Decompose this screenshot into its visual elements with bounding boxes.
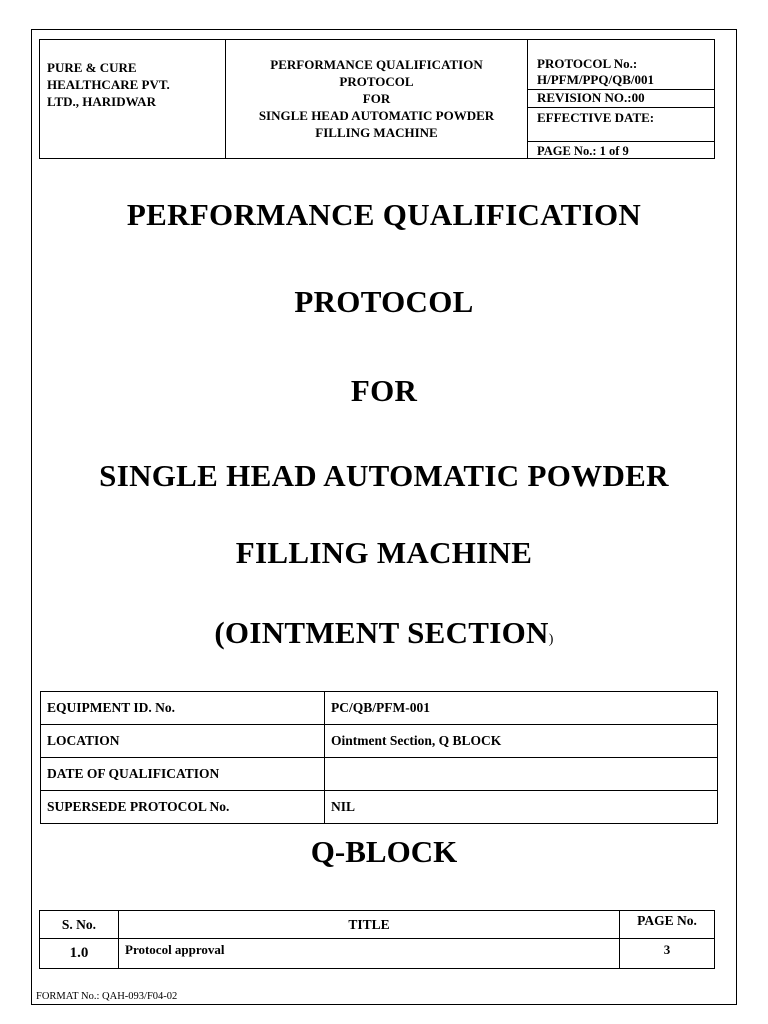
document-header — [39, 39, 715, 159]
table-row — [41, 692, 718, 725]
title-line: FILLING MACHINE — [235, 535, 533, 570]
column-header-title: TITLE — [119, 911, 620, 939]
format-number: FORMAT No.: QAH-093/F04-02 — [36, 991, 178, 1002]
title-line — [31, 615, 737, 658]
row-title: Protocol approval — [119, 939, 620, 969]
title-line: SINGLE HEAD AUTOMATIC POWDER — [99, 458, 669, 493]
header-title-line: SINGLE HEAD AUTOMATIC POWDER — [258, 108, 495, 123]
info-label: SUPERSEDE PROTOCOL No. — [41, 791, 325, 824]
protocol-label: PROTOCOL No.: — [537, 56, 638, 71]
header-title-line: PROTOCOL — [339, 74, 414, 89]
protocol-number — [528, 40, 714, 90]
column-header-sno: S. No. — [40, 911, 119, 939]
page-number: PAGE No.: 1 of 9 — [537, 144, 629, 158]
company-name — [40, 40, 226, 158]
header-title — [226, 40, 528, 158]
block-heading: Q-BLOCK — [310, 834, 458, 869]
title-section: (OINTMENT SECTION — [214, 615, 549, 650]
title-line: FOR — [350, 373, 418, 408]
column-header-page: PAGE No. — [620, 911, 715, 939]
title-close-paren: ) — [548, 632, 554, 647]
revision-number: REVISION NO.:00 — [528, 90, 714, 108]
header-title-line: PERFORMANCE QUALIFICATION — [270, 57, 483, 72]
company-line: PURE & CURE — [47, 60, 137, 75]
header-title-line: FILLING MACHINE — [315, 125, 438, 140]
info-label: DATE OF QUALIFICATION — [41, 758, 325, 791]
info-value: Ointment Section, Q BLOCK — [325, 725, 718, 758]
contents-table — [39, 910, 715, 969]
info-value: PC/QB/PFM-001 — [325, 692, 718, 725]
info-label: EQUIPMENT ID. No. — [41, 692, 325, 725]
effective-date: EFFECTIVE DATE: — [528, 108, 714, 142]
company-line: LTD., HARIDWAR — [47, 94, 156, 109]
title-line: PROTOCOL — [294, 284, 474, 319]
company-line: HEALTHCARE PVT. — [47, 77, 170, 92]
row-page: 3 — [620, 939, 715, 969]
table-row — [40, 939, 715, 969]
table-header-row — [40, 911, 715, 939]
info-value — [325, 758, 718, 791]
equipment-info-table — [40, 691, 718, 824]
title-line: PERFORMANCE QUALIFICATION — [126, 197, 642, 232]
table-row — [41, 758, 718, 791]
info-label: LOCATION — [41, 725, 325, 758]
row-sno: 1.0 — [40, 939, 119, 969]
protocol-value: H/PFM/PPQ/QB/001 — [537, 72, 654, 87]
table-row — [41, 791, 718, 824]
header-meta — [528, 40, 714, 158]
table-row — [41, 725, 718, 758]
header-title-line: FOR — [362, 91, 391, 106]
info-value: NIL — [325, 791, 718, 824]
